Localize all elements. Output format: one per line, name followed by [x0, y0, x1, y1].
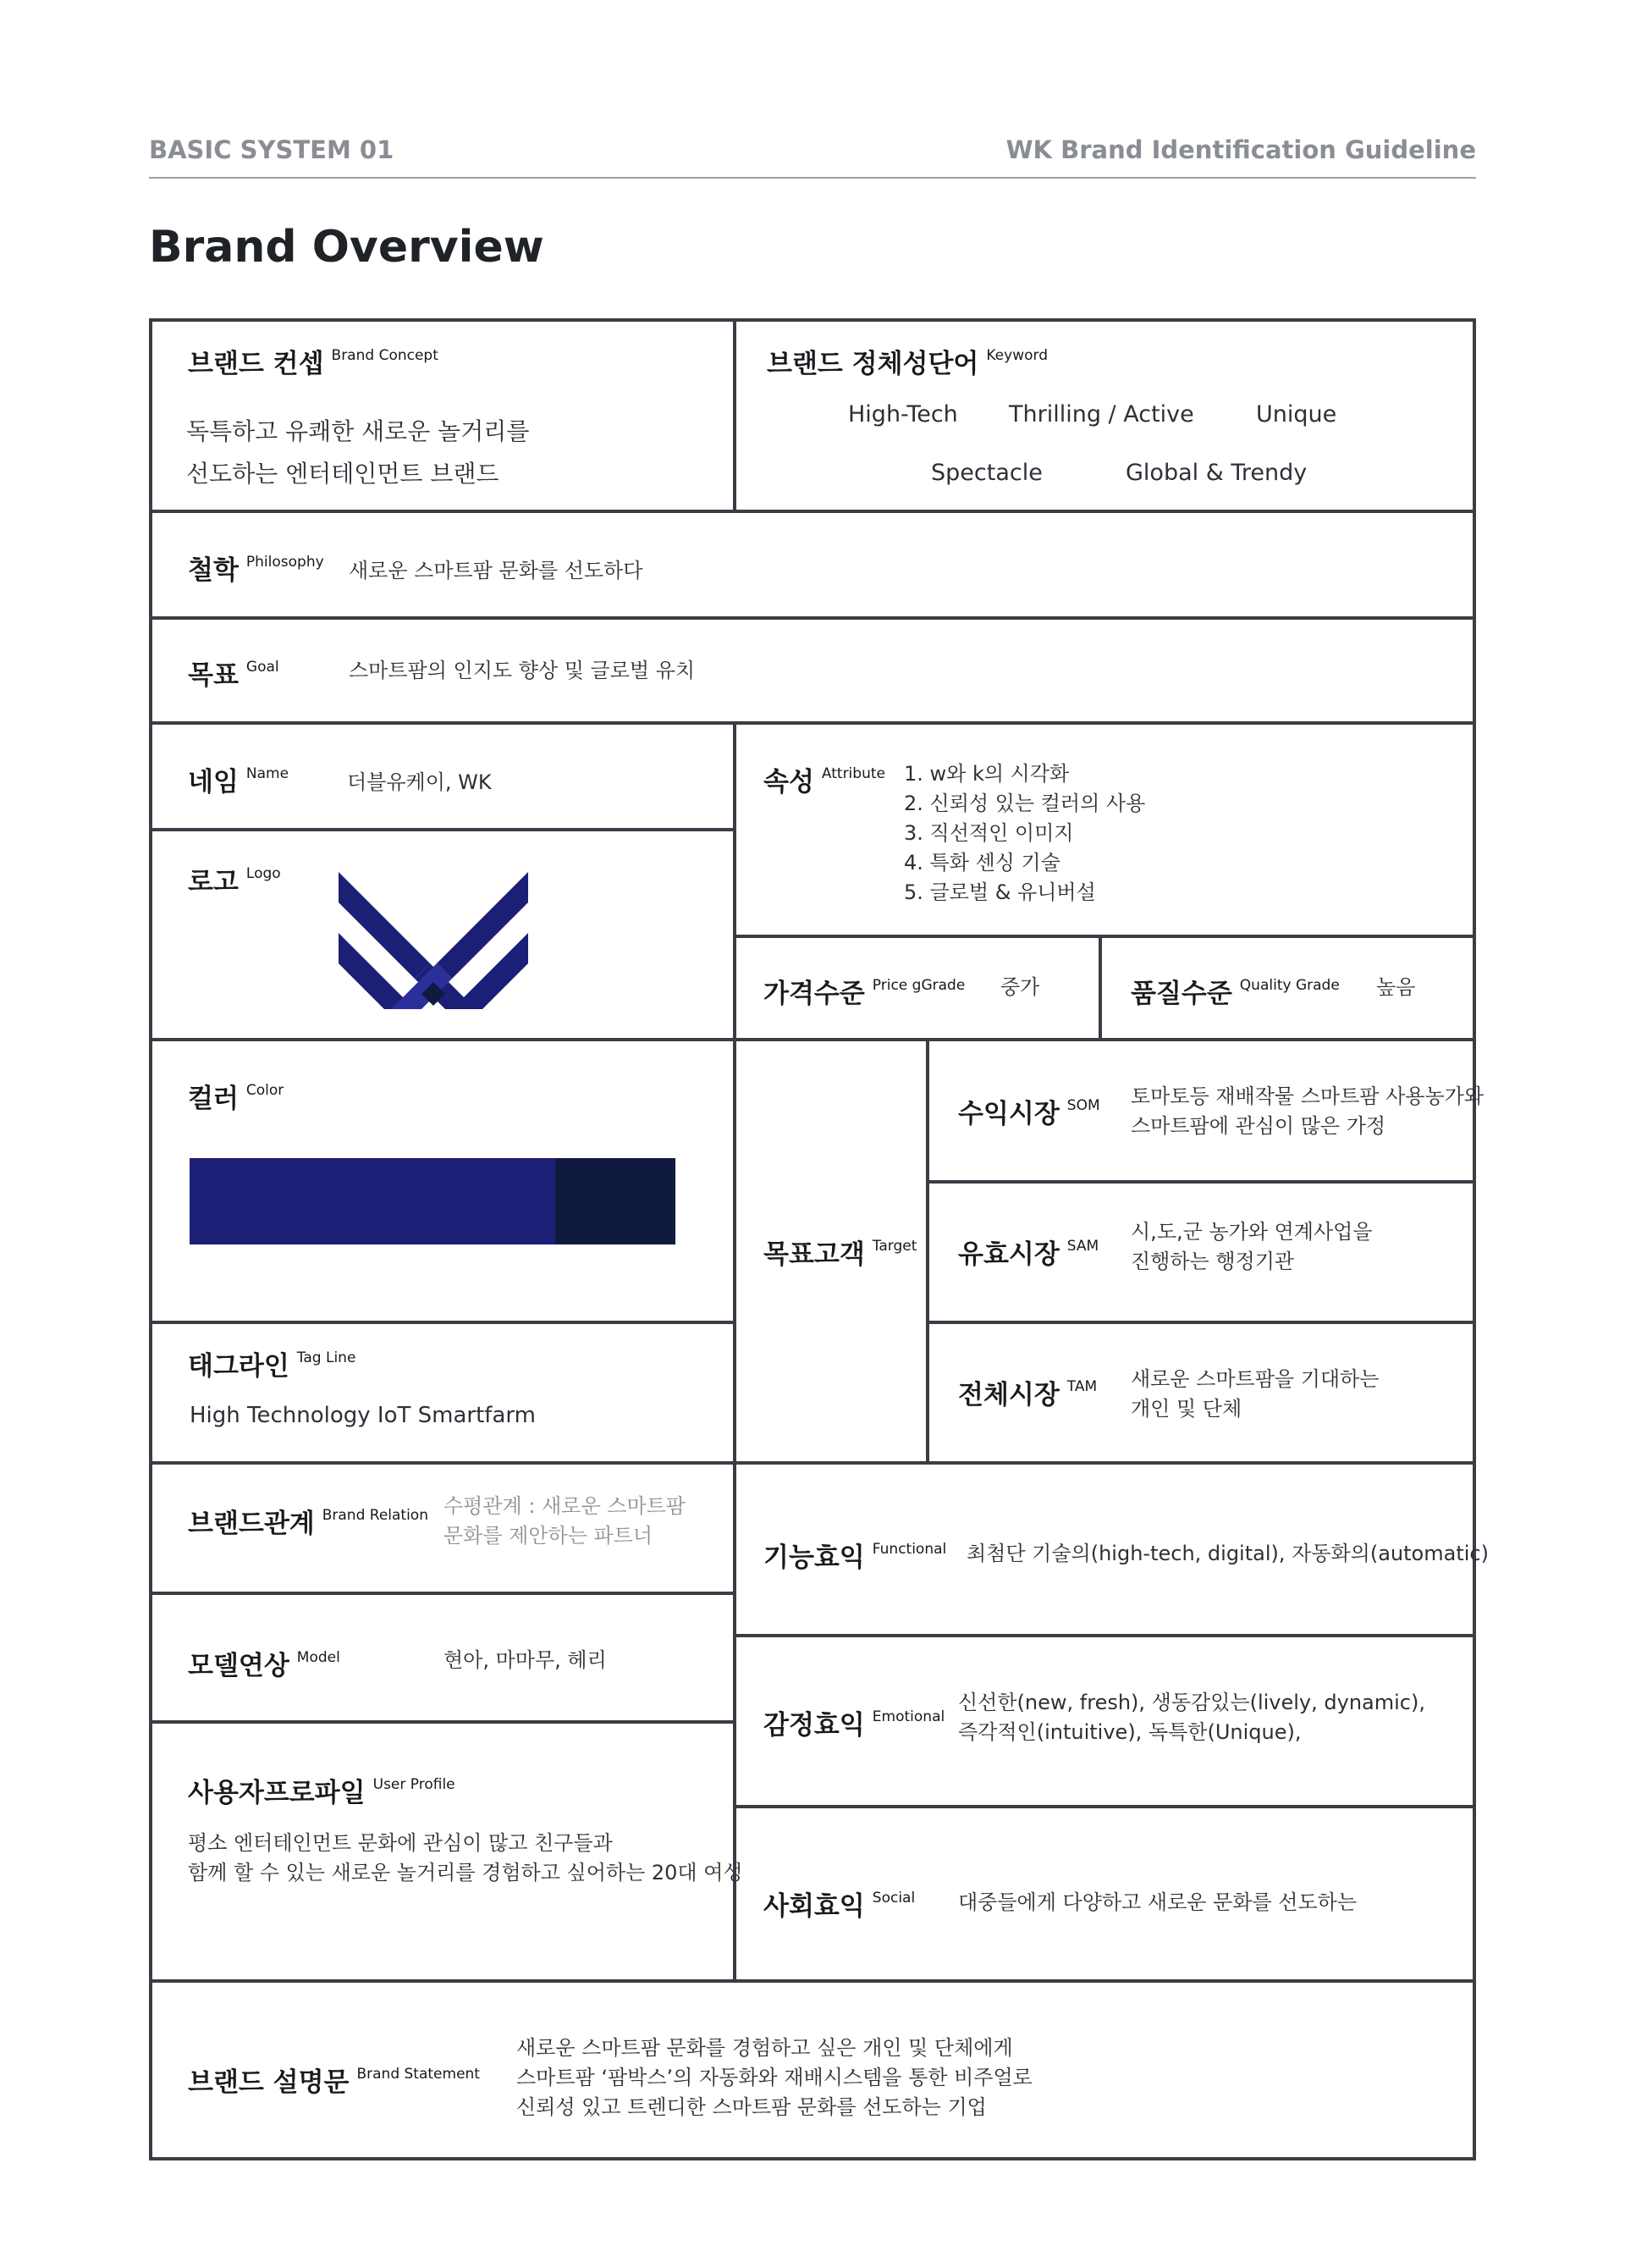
brand-statement-value: 새로운 스마트팜 문화를 경험하고 싶은 개인 및 단체에게 스마트팜 ‘팜박스’의 자동화와 재배시스템을 통한 비주얼로 신뢰성 있고 트렌디한 스마트팜 문화를 선도하는 기업: [516, 2036, 1033, 2119]
model-value: 현아, 마마무, 헤리: [443, 1648, 607, 1672]
keyword-label: 브랜드 정체성단어 $^{Keyword}$: [767, 347, 1048, 379]
price-grade-value: 중가: [1000, 975, 1040, 999]
page-title: Brand Overview: [149, 222, 544, 273]
functional-label: 기능효익 $^{Functional}$: [763, 1541, 947, 1573]
brand-concept-label: 브랜드 컨셉 $^{Brand Concept}$: [188, 347, 438, 379]
keyword-item: Thrilling / Active: [1009, 401, 1194, 428]
attribute-item: 2. 신뢰성 있는 컬러의 사용: [904, 792, 1146, 815]
quality-grade-label: 품질수준 $^{Quality Grade}$: [1131, 977, 1340, 1009]
attribute-item: 4. 특화 센싱 기술: [904, 851, 1060, 875]
som-value: 토마토등 재배작물 스마트팜 사용농가와 스마트팜에 관심이 많은 가정: [1131, 1084, 1485, 1138]
tagline-label: 태그라인 $^{Tag Line}$: [188, 1349, 356, 1382]
attribute-item: 1. w와 k의 시각화: [904, 762, 1070, 786]
keyword-item: Global & Trendy: [1126, 460, 1308, 486]
user-profile-label: 사용자프로파일 $^{User Profile}$: [188, 1776, 455, 1808]
social-label: 사회효익 $^{Social}$: [763, 1890, 916, 1922]
attribute-item: 3. 직선적인 이미지: [904, 821, 1074, 845]
target-label: 목표고객 $^{Target}$: [763, 1238, 917, 1270]
brand-concept-text: 독특하고 유쾌한 새로운 놀거리를 선도하는 엔터테인먼트 브랜드: [186, 417, 530, 488]
brand-relation-value: 수평관계 : 새로운 스마트팜 문화를 제안하는 파트너: [443, 1494, 686, 1548]
brand-statement-label: 브랜드 설명문 $^{Brand Statement}$: [188, 2066, 480, 2098]
brand-relation-label: 브랜드관계 $^{Brand Relation}$: [188, 1507, 428, 1539]
price-grade-label: 가격수준 $^{Price gGrade}$: [763, 977, 966, 1009]
philosophy-value: 새로운 스마트팜 문화를 선도하다: [349, 559, 643, 582]
logo-label: 로고 $^{Logo}$: [188, 865, 281, 897]
name-value: 더블유케이, WK: [347, 770, 492, 794]
functional-value: 최첨단 기술의(high-tech, digital), 자동화의(automatic): [967, 1542, 1489, 1565]
tam-label: 전체시장 $^{TAM}$: [958, 1378, 1098, 1410]
user-profile-value: 평소 엔터테인먼트 문화에 관심이 많고 친구들과 함께 할 수 있는 새로운 놀거리를 경험하고 싶어하는 20대 여성: [188, 1831, 743, 1884]
tagline-value: High Technology IoT Smartfarm: [190, 1403, 536, 1428]
quality-grade-value: 높음: [1376, 975, 1416, 999]
emotional-value: 신선한(new, fresh), 생동감있는(lively, dynamic), 즉각적인(intuitive), 독특한(Unique),: [958, 1691, 1425, 1744]
emotional-label: 감정효익 $^{Emotional}$: [763, 1708, 945, 1741]
keyword-item: High-Tech: [848, 401, 958, 428]
dark-navy-swatch: [555, 1158, 675, 1244]
name-label: 네임 $^{Name}$: [188, 765, 289, 797]
primary-blue-swatch: [190, 1158, 555, 1244]
section-label: BASIC SYSTEM 01: [149, 135, 394, 164]
header-divider: [149, 177, 1476, 179]
sam-value: 시,도,군 농가와 연계사업을 진행하는 행정기관: [1131, 1220, 1373, 1273]
wk-logo-icon: [339, 872, 528, 1009]
philosophy-label: 철학 $^{Philosophy}$: [188, 554, 324, 586]
keyword-item: Spectacle: [931, 460, 1043, 486]
goal-value: 스마트팜의 인지도 향상 및 글로벌 유치: [349, 659, 696, 682]
document-title: WK Brand Identification Guideline: [1005, 135, 1476, 164]
tam-value: 새로운 스마트팜을 기대하는 개인 및 단체: [1131, 1367, 1380, 1421]
sam-label: 유효시장 $^{SAM}$: [958, 1238, 1099, 1270]
attribute-label: 속성 $^{Attribute}$: [763, 765, 885, 797]
model-label: 모델연상 $^{Model}$: [188, 1649, 340, 1681]
goal-label: 목표 $^{Goal}$: [188, 659, 279, 691]
som-label: 수익시장 $^{SOM}$: [958, 1097, 1100, 1129]
attribute-list: [904, 759, 1145, 908]
color-label: 컬러 $^{Color}$: [188, 1082, 284, 1114]
social-value: 대중들에게 다양하고 새로운 문화를 선도하는: [958, 1890, 1358, 1914]
keyword-item: Unique: [1256, 401, 1337, 428]
attribute-item: 5. 글로벌 & 유니버설: [904, 880, 1096, 904]
